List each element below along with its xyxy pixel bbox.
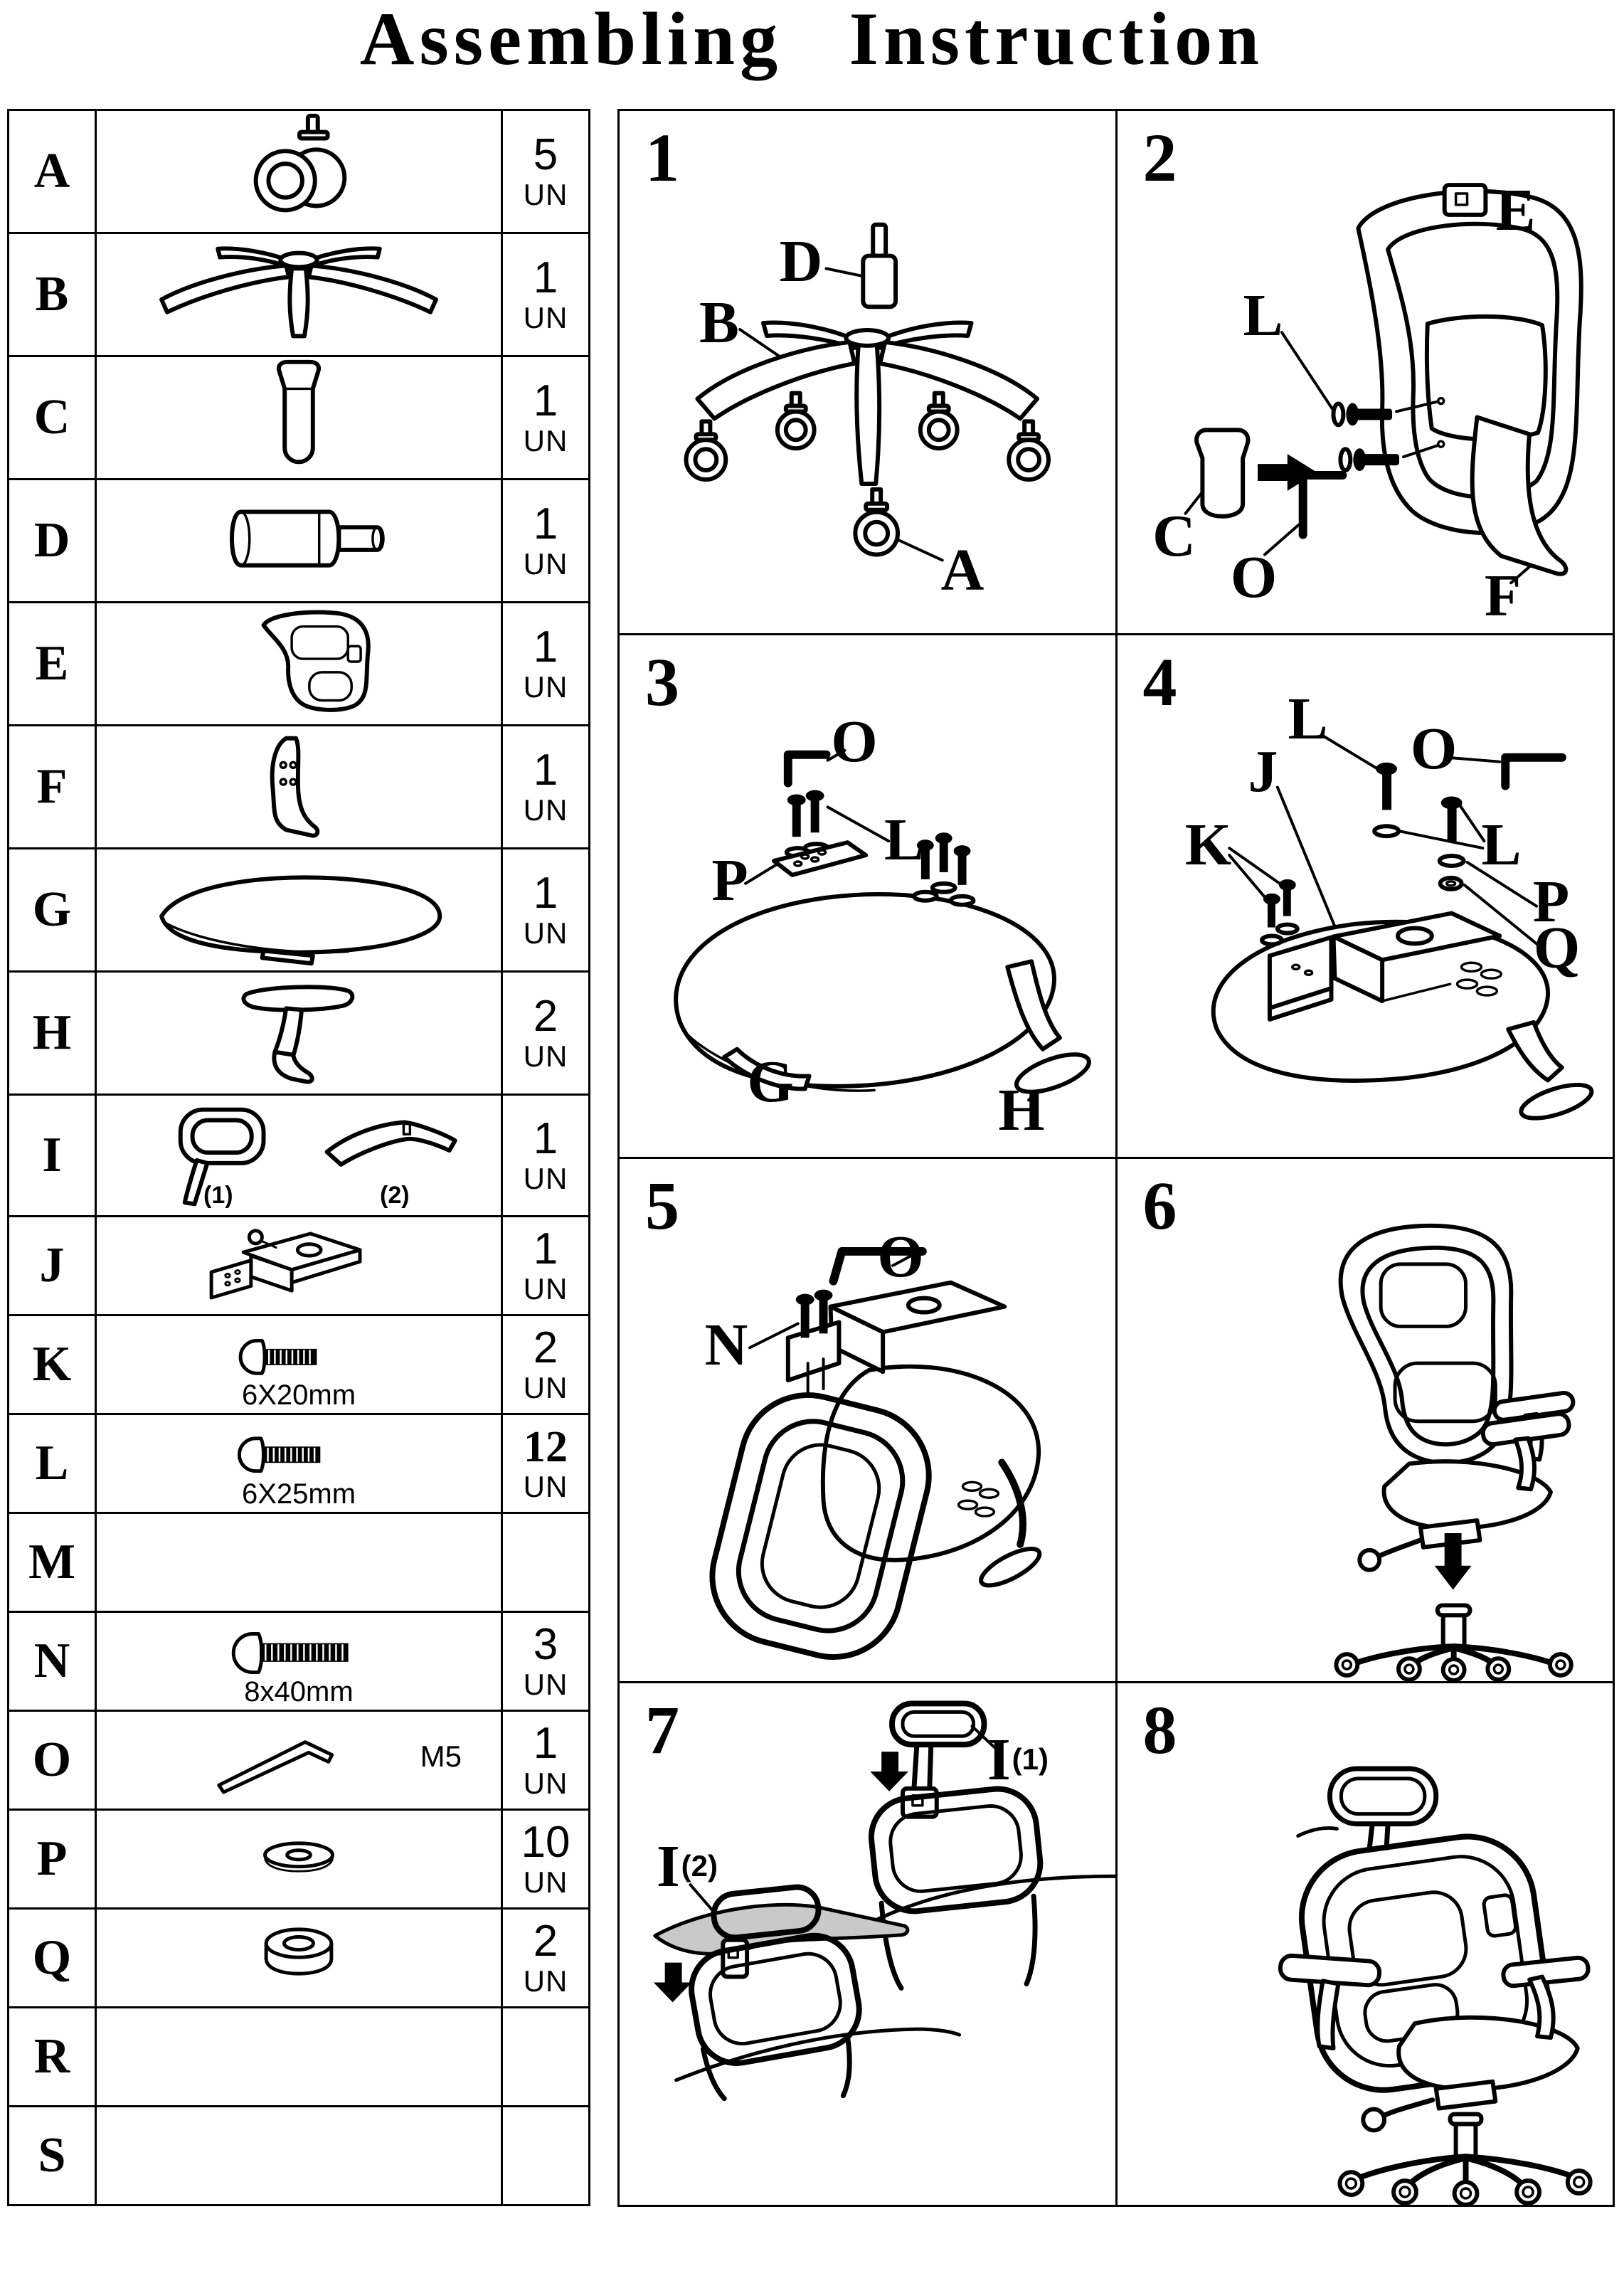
screw-8x40-icon — [97, 1613, 501, 1710]
headrest-set-icon — [97, 1096, 501, 1215]
table-row-k — [9, 1316, 588, 1413]
down-arrow-icon — [870, 1752, 908, 1791]
table-row-q — [9, 1910, 588, 2006]
back-bracket-icon — [97, 726, 501, 847]
caster-sub-icon — [777, 393, 814, 449]
part-qty: 2 UN — [503, 1910, 588, 2006]
part-letter: M — [9, 1514, 95, 1611]
callout-o: O — [1230, 544, 1278, 610]
table-row-m — [9, 1514, 588, 1611]
part-qty: 1 UN — [503, 480, 588, 601]
parts-table — [7, 109, 590, 2206]
callout-l: L — [1243, 282, 1283, 349]
screw-sub-icon — [787, 790, 824, 837]
screw-sub-icon — [1374, 762, 1399, 835]
spacer-ring-icon — [97, 1910, 501, 2006]
five-star-base-icon — [97, 234, 501, 355]
caster-sub-icon — [920, 393, 957, 449]
screw-size-label: 8x40mm — [244, 1676, 354, 1707]
part-qty: 1 UN — [503, 726, 588, 847]
callout-i1-letter: I — [987, 1726, 1011, 1793]
screw-6x25-icon — [97, 1415, 501, 1512]
part-qty: 1 UN — [503, 849, 588, 970]
table-row-g — [9, 849, 588, 970]
part-letter: G — [9, 849, 95, 970]
headrest-part2-label: (2) — [380, 1182, 410, 1209]
screw-sub-icon — [1261, 879, 1297, 944]
step1-base-assembly-diagram — [620, 111, 1115, 633]
part-letter: P — [9, 1811, 95, 1907]
seat-icon — [97, 849, 501, 970]
callout-p: P — [711, 847, 748, 914]
table-row-h — [9, 973, 588, 1093]
allen-key-sub-icon — [1505, 757, 1562, 785]
step-panel-8 — [1118, 1683, 1613, 2205]
callout-f: F — [1484, 563, 1522, 629]
screw-sub-icon — [917, 832, 971, 885]
table-row-e — [9, 603, 588, 724]
step5-back-attach-diagram — [620, 1159, 1115, 1681]
callout-d: D — [779, 228, 823, 295]
part-qty: 10 UN — [503, 1811, 588, 1907]
caster-sub-icon — [686, 421, 726, 480]
step-panel-3 — [620, 635, 1115, 1158]
part-qty: 1 UN — [503, 357, 588, 478]
empty-cell — [97, 2008, 501, 2105]
step-number: 5 — [645, 1167, 679, 1244]
part-letter: Q — [9, 1910, 95, 2006]
step8-finished-chair-diagram — [1118, 1683, 1613, 2205]
headrest-part1-label: (1) — [203, 1182, 233, 1209]
allen-key-sub-icon — [1302, 475, 1342, 535]
callout-n: N — [704, 1312, 748, 1378]
part-letter: R — [9, 2008, 95, 2105]
callout-o: O — [831, 708, 878, 775]
screw-size-label: 6X25mm — [241, 1478, 356, 1510]
step-number: 2 — [1142, 120, 1177, 196]
table-row-l — [9, 1415, 588, 1512]
callout-k: K — [1184, 811, 1232, 878]
part-letter: O — [9, 1712, 95, 1809]
headrest-part2-sub-icon — [655, 1905, 908, 1954]
callout-p: P — [1532, 868, 1570, 935]
callout-i2-sub: (2) — [681, 1848, 718, 1882]
part-letter: B — [9, 234, 95, 355]
part-letter: H — [9, 973, 95, 1093]
table-row-i — [9, 1096, 588, 1215]
table-row-r — [9, 2008, 588, 2105]
step-panel-7 — [620, 1683, 1115, 2205]
part-letter: K — [9, 1316, 95, 1413]
step-number: 6 — [1142, 1167, 1177, 1244]
part-qty: 2 UN — [503, 973, 588, 1093]
callout-e: E — [1495, 177, 1536, 243]
screw-6x20-icon — [97, 1316, 501, 1413]
step-number: 4 — [1142, 643, 1177, 720]
gas-cylinder-icon — [97, 480, 501, 601]
allen-key-icon — [97, 1712, 501, 1809]
table-row-n — [9, 1613, 588, 1710]
table-row-s — [9, 2107, 588, 2204]
part-qty: 2 UN — [503, 1316, 588, 1413]
instruction-steps-grid — [617, 109, 1615, 2207]
part-letter: L — [9, 1415, 95, 1512]
callout-i1 — [987, 1726, 1049, 1793]
table-row-j — [9, 1217, 588, 1314]
washer-icon — [97, 1811, 501, 1907]
part-qty: 5 UN — [503, 111, 588, 232]
callout-j: J — [1248, 738, 1278, 805]
callout-b: B — [699, 290, 740, 356]
part-qty: 1 UN — [503, 1217, 588, 1314]
part-qty: 1 UN — [503, 1712, 588, 1809]
caster-icon — [97, 111, 501, 232]
step-panel-2 — [1118, 111, 1613, 633]
table-row-f — [9, 726, 588, 847]
caster-exploded-icon — [855, 489, 898, 555]
table-row-d — [9, 480, 588, 601]
down-arrow-icon — [654, 1962, 692, 2002]
part-letter: J — [9, 1217, 95, 1314]
caster-sub-icon — [1009, 421, 1049, 480]
allen-key-size-label: M5 — [420, 1739, 462, 1773]
callout-i2 — [656, 1833, 718, 1900]
step-number: 7 — [645, 1691, 679, 1768]
screw-size-label: 6X20mm — [241, 1379, 356, 1411]
step6-mount-on-base-diagram — [1118, 1159, 1613, 1681]
callout-q: Q — [1533, 914, 1581, 981]
step-number: 1 — [645, 120, 679, 196]
part-qty — [503, 2107, 588, 2204]
callout-l: L — [883, 806, 925, 873]
callout-o: O — [1410, 715, 1458, 782]
callout-i1-sub: (1) — [1012, 1742, 1049, 1776]
part-qty: 1 UN — [503, 234, 588, 355]
part-qty: 1 UN — [503, 1096, 588, 1215]
step-number: 3 — [645, 643, 679, 720]
callout-i2-letter: I — [656, 1833, 680, 1900]
table-row-p — [9, 1811, 588, 1907]
callout-o: O — [877, 1224, 924, 1290]
backrest-frame-icon — [97, 603, 501, 724]
step-panel-1 — [620, 111, 1115, 633]
cylinder-cover-icon — [97, 357, 501, 478]
step-panel-4 — [1118, 635, 1613, 1158]
part-letter: C — [9, 357, 95, 478]
empty-cell — [97, 2107, 501, 2204]
step-panel-6 — [1118, 1159, 1613, 1681]
step-number: 8 — [1142, 1691, 1177, 1768]
part-letter: I — [9, 1096, 95, 1215]
callout-l-right: L — [1481, 811, 1522, 878]
table-row-o — [9, 1712, 588, 1809]
table-row-b — [9, 234, 588, 355]
callout-c: C — [1152, 503, 1196, 569]
part-letter: A — [9, 111, 95, 232]
part-letter: E — [9, 603, 95, 724]
mechanism-icon — [97, 1217, 501, 1314]
callout-g: G — [747, 1048, 794, 1115]
armrest-icon — [97, 973, 501, 1093]
empty-cell — [97, 1514, 501, 1611]
page-title: Assembling Instruction — [359, 0, 1265, 80]
part-qty — [503, 2008, 588, 2105]
part-qty: 12 UN — [503, 1415, 588, 1512]
part-qty: 3 UN — [503, 1613, 588, 1710]
table-row-c — [9, 357, 588, 478]
part-qty: 1 UN — [503, 603, 588, 724]
part-letter: N — [9, 1613, 95, 1710]
part-qty — [503, 1514, 588, 1611]
cylinder-cover-sub-icon — [1196, 430, 1248, 516]
callout-l-top: L — [1288, 685, 1328, 752]
part-letter: S — [9, 2107, 95, 2204]
callout-a: A — [940, 537, 985, 603]
table-row-a — [9, 111, 588, 232]
part-letter: D — [9, 480, 95, 601]
step-panel-5 — [620, 1159, 1115, 1681]
callout-h: H — [998, 1076, 1045, 1143]
part-letter: F — [9, 726, 95, 847]
allen-key-sub-icon — [788, 754, 827, 783]
